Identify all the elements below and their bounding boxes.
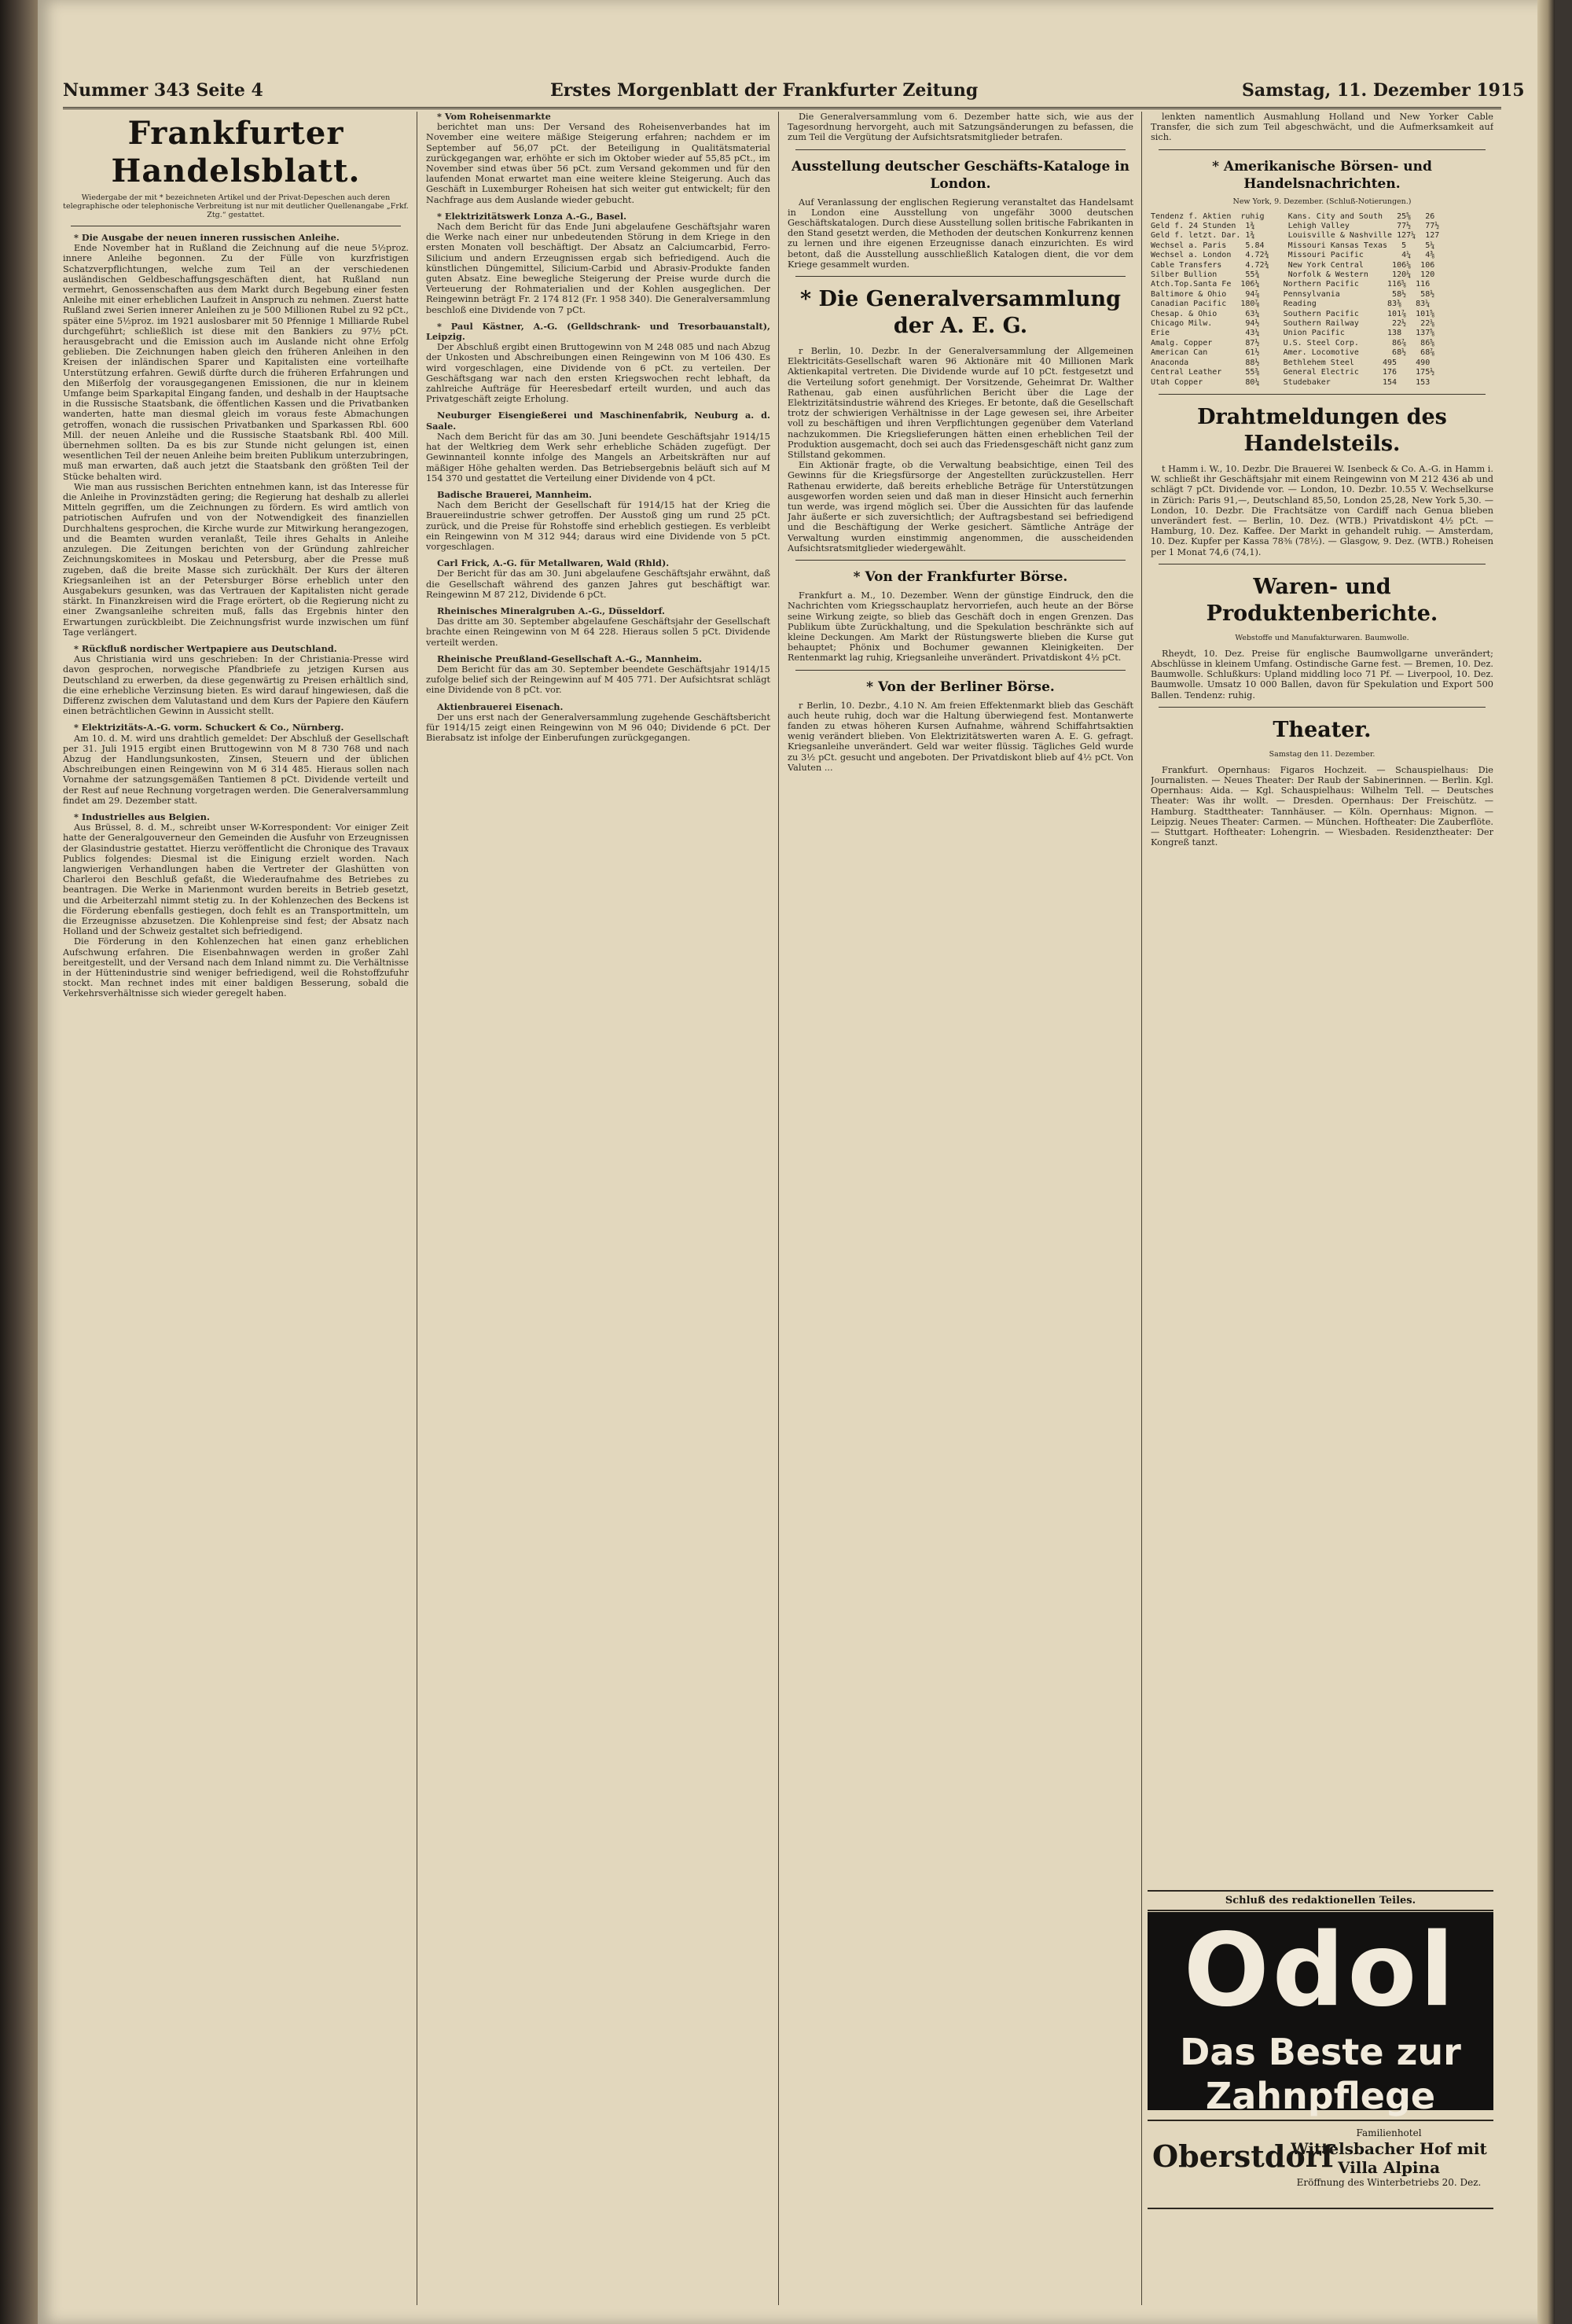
section-subheading: Webstoffe und Manufakturwaren. Baumwolle. xyxy=(1235,633,1409,642)
issue-page-number: Nummer 343 Seite 4 xyxy=(63,80,263,101)
divider xyxy=(795,560,1126,561)
section-heading: Waren- und Produktenberichte. xyxy=(1206,574,1438,626)
article-title: Rheinisches Mineralgruben A.-G., Düsseldorf. xyxy=(437,605,665,616)
masthead-title: Frankfurter Handelsblatt. xyxy=(111,115,361,189)
article-heading: * Von der Frankfurter Börse. xyxy=(853,569,1068,586)
divider xyxy=(1159,707,1486,708)
section-subheading: Samstag den 11. Dezember. xyxy=(1269,749,1376,759)
stock-table-row: Geld f. 24 Stunden 1¾ Lehigh Valley 77½ 77½ xyxy=(1151,222,1440,231)
article-title: Rheinische Preußland-Gesellschaft A.-G., Mannheim. xyxy=(437,653,703,664)
masthead-note: Wiedergabe der mit * bezeichneten Artikel und der Privat-Depeschen auch deren telegraphische oder telephonische Verbreitung ist nur mit deutlicher Quellenangabe „Frkf. Ztg.“ gestattet. xyxy=(63,193,409,219)
article-heading: * Die Generalversammlung der A. E. G. xyxy=(799,287,1122,339)
stock-table-row: Central Leather 55⅜ General Electric 176 175½ xyxy=(1151,368,1435,377)
article-body: Frankfurt. Opernhaus: Figaros Hochzeit. — Schauspielhaus: Die Journalisten. — Neues Theater: Der Raub der Sabinerinnen. — Berlin. Kgl. Opernhaus: Aida. — Kgl. Schauspielhaus: Wilhelm Tell. — Deutsches Theater: Was ihr wollt. — Dresden. Opernhaus: Der Freischütz. — Hamburg. Stadttheater: Tannhäuser. — Köln. Opernhaus: Mignon. — Leipzig. Neues Theater: Carmen. — München. Hoftheater: Die Zauberflöte. — Stuttgart. Hoftheater: Lohengrin. — Wiesbaden. Residenztheater: Der Kongreß tanzt. xyxy=(1151,764,1493,848)
divider xyxy=(1159,394,1486,395)
article-body: lenkten namentlich Ausmahlung Holland und New Yorker Cable Transfer, die sich zum Teil abgeschwächt, und die Aufmerksamkeit auf sich. xyxy=(1151,112,1493,143)
article-body: Wie man aus russischen Berichten entnehmen kann, ist das Interesse für die Anleihe in Provinzstädten gering; die Regierung hat deshalb zu allerlei Mitteln gegriffen, um die Zeichnungen zu fördern. Es wird amtlich von patriotischen Aufrufen und von der Notwendigkeit des finanziellen Durchhaltens gesprochen, die Kirche wurde zur Mitwirkung herangezogen, und die Beamten wurden veranlaßt, Teile ihres Gehalts in Anleihe anzulegen. Die Zeitungen berichten von der Gründung zahlreicher Zeichnungskomitees in Moskau und Petersburg, aber die Presse muß zugeben, daß die breite Masse sich zurückhält. Der Kurs der älteren Kriegsanleihen ist an der Petersburger Börse erheblich unter den Ausgabekurs gesunken, was das Vertrauen der Kapitalisten nicht gerade stärkt. In Finanzkreisen wird die Frage erörtert, ob die Regierung nicht zu einer Zwangsanleihe schreiten muß, falls das Ergebnis hinter den Erwartungen zurückbleibt. Die Zeichnungsfrist wurde inzwischen um fünf Tage verlängert. xyxy=(63,481,409,638)
stock-table xyxy=(1151,212,1493,388)
article-body: r Berlin, 10. Dezbr., 4.10 N. Am freien Effektenmarkt blieb das Geschäft auch heute ruhig, doch war die Haltung überwiegend fest. Montanwerte fanden zu etwas höheren Kursen Aufnahme, während Schiffahrtsaktien wenig verändert blieben. Von Elektrizitätswerten waren A. E. G. gefragt. Kriegsanleihe unverändert. Geld war weiter flüssig. Tägliches Geld wurde zu 3½ pCt. gesucht und angeboten. Der Privatdiskont blieb auf 4½ pCt. Von Valuten ... xyxy=(788,700,1133,773)
stock-table-row: Tendenz f. Aktien ruhig Kans. City and South 25⅝ 26 xyxy=(1151,211,1435,221)
stock-table-row: Amalg. Copper 87½ U.S. Steel Corp. 86⅞ 86⅝ xyxy=(1151,338,1435,347)
stock-table-row: Atch.Top.Santa Fe 106¼ Northern Pacific 116⅝ 116 xyxy=(1151,280,1431,289)
stock-table-row: Geld f. letzt. Dar. 1¾ Louisville & Nashville 127¼ 127 xyxy=(1151,231,1440,241)
stock-table-row: Baltimore & Ohio 94⅞ Pennsylvania 58½ 58½ xyxy=(1151,289,1435,299)
column-1 xyxy=(63,112,409,2305)
section-heading: Drahtmeldungen des Handelsteils. xyxy=(1197,404,1447,456)
editorial-end-notice: Schluß des redaktionellen Teiles. xyxy=(1148,1890,1493,1911)
article-body: Am 10. d. M. wird uns drahtlich gemeldet: Der Abschluß der Gesellschaft per 31. Juli 1915 ergibt einen Bruttogewinn von M 8 730 768 und nach Abzug der Handlungsunkosten, Zinsen, Steuern und der üblichen Abschreibungen einen Reingewinn von M 6 314 485. Hieraus sollen nach Vornahme der satzungsgemäßen Tantiemen 8 pCt. Dividende verteilt und der Rest auf neue Rechnung vorgetragen werden. Die Generalversammlung findet am 29. Dezember statt. xyxy=(63,733,409,806)
stock-table-row: Silber Bullion 55¾ Norfolk & Western 120¼ 120 xyxy=(1151,270,1435,280)
article-body: Auf Veranlassung der englischen Regierung veranstaltet das Handelsamt in London eine Ausstellung von ungefähr 3000 deutschen Geschäftskatalogen. Durch diese Ausstellung sollen britische Fabrikanten in den Stand gesetzt werden, die Methoden der deutschen Konkurrenz kennen zu lernen und ihre eigenen Erzeugnisse danach einzurichten. Es wird betont, daß die Ausstellung ausschließlich Katalogen dient, die vor dem Kriege gesammelt wurden. xyxy=(788,197,1133,270)
article-title: * Vom Roheisenmarkte xyxy=(437,112,551,122)
edition-title: Erstes Morgenblatt der Frankfurter Zeitung xyxy=(550,80,979,101)
stock-table-row: Wechsel a. Paris 5.84 Missouri Kansas Texas 5 5¼ xyxy=(1151,241,1435,250)
stock-table-row: Erie 43¼ Union Pacific 138 137⅝ xyxy=(1151,329,1435,338)
hotel-name: Wittelsbacher Hof mit Villa Alpina xyxy=(1291,2139,1487,2177)
column-3 xyxy=(788,112,1133,2305)
article-title: * Paul Kästner, A.-G. (Gelldschrank- und Tresorbauanstalt), Leipzig. xyxy=(426,320,770,343)
article-title: * Elektrizitäts-A.-G. vorm. Schuckert & Co., Nürnberg. xyxy=(74,722,344,734)
article-body: Nach dem Bericht für das Ende Juni abgelaufene Geschäftsjahr waren die Werke nach einer nur unbedeutenden Störung in dem Kriege in den ersten Monaten voll beschäftigt. Der Absatz an Calciumcarbid, Ferro-Silicium und andern Erzeugnissen ergab sich befriedigend. Auch die künstlichen Düngemittel, Silicium-Carbid und Abrasiv-Produkte fanden guten Absatz. Eine bewegliche Steigerung der Preise wurde durch die Verteuerung der Rohmaterialien und der Kohlen ausgeglichen. Der Reingewinn beträgt Fr. 2 174 812 (Fr. 1 958 340). Die Generalversammlung beschloß eine Dividende von 7 pCt. xyxy=(426,222,770,315)
article-body: Aus Christiania wird uns geschrieben: In der Christiania-Presse wird davon gesprochen, norwegische Pfandbriefe zu jetzigen Kursen aus Deutschland zu erwerben, da diese gegenwärtig zu Preisen erhältlich sind, die eine erhebliche Verzinsung bieten. Es wird darauf hingewiesen, daß die Differenz zwischen dem Valutastand und dem Kurs der Papiere den Käufern einen beträchtlichen Gewinn in Aussicht stellt. xyxy=(63,654,409,717)
column-2 xyxy=(426,112,770,2305)
article-body: Frankfurt a. M., 10. Dezember. Wenn der günstige Eindruck, den die Nachrichten vom Kriegsschauplatz hervorriefen, auch heute an der Börse seine Wirkung zeigte, so blieb das Geschäft doch in engen Grenzen. Das Publikum übte Zurückhaltung, und die Spekulation beschränkte sich auf kleine Deckungen. Am Markt der Rüstungswerte blieben die Kurse gut behauptet; Phönix und Bochumer gewannen Kleinigkeiten. Der Rentenmarkt lag ruhig, Kriegsanleihe unverändert. Privatdiskont 4½ pCt. xyxy=(788,590,1133,664)
article-body: Der Abschluß ergibt einen Bruttogewinn von M 248 085 und nach Abzug der Unkosten und Abschreibungen einen Reingewinn von M 106 430. Es wird vorgeschlagen, eine Dividende von 6 pCt. zu verteilen. Der Geschäftsgang war nach den ersten Kriegswochen recht lebhaft, da zahlreiche Aufträge für Heeresbedarf erteilt wurden, und auch das Privatgeschäft zeigte Erholung. xyxy=(426,342,770,405)
running-header xyxy=(63,75,1525,109)
odol-advertisement xyxy=(1148,1912,1493,2117)
article-body: Die Generalversammlung vom 6. Dezember hatte sich, wie aus der Tagesordnung hervorgeht, auch mit Satzungsänderungen zu befassen, die zum Teil die Vergütung der Aufsichtsratsmitglieder betrafen. xyxy=(788,112,1133,143)
article-body: Die Förderung in den Kohlenzechen hat einen ganz erheblichen Aufschwung erfahren. Die Eisenbahnwagen werden in großer Zahl bereitgestellt, und der Versand nach dem Inland nimmt zu. Die Verhältnisse in der Hüttenindustrie sind weniger befriedigend, weil die Rohstoffzufuhr stockt. Man rechnet indes mit einer baldigen Besserung, sobald die Verkehrsverhältnisse sich wieder geregelt haben. xyxy=(63,936,409,999)
article-title: Aktienbrauerei Eisenach. xyxy=(437,701,564,712)
divider xyxy=(795,276,1126,277)
stock-table-row: Canadian Pacific 180⅞ Reading 83⅜ 83¼ xyxy=(1151,300,1431,309)
article-body: r Berlin, 10. Dezbr. In der Generalversammlung der Allgemeinen Elektricitäts-Gesellschaft waren 96 Aktionäre mit 40 Millionen Mark Aktienkapital vertreten. Die Dividende wurde auf 10 pCt. festgesetzt und die Verteilung sofort genehmigt. Der Vorsitzende, Geheimrat Dr. Walther Rathenau, gab einen ausführlichen Bericht über die Lage der Elektrizitätsindustrie während des Krieges. Er betonte, daß die Gesellschaft trotz der schwierigen Verhältnisse in der Lage gewesen sei, ihre Arbeiter voll zu beschäftigen und ihren Verpflichtungen gegenüber dem Vaterland nachzukommen. Die Kriegslieferungen hätten einen erheblichen Teil der Produktion ausgemacht, doch sei auch das Friedensgeschäft nicht ganz zum Stillstand gekommen. xyxy=(788,346,1133,461)
stock-table-row: Chesap. & Ohio 63¼ Southern Pacific 101⅞ 101⅝ xyxy=(1151,309,1435,318)
article-body: Das dritte am 30. September abgelaufene Geschäftsjahr der Gesellschaft brachte einen Reingewinn von M 64 228. Hieraus sollen 5 pCt. Dividende verteilt werden. xyxy=(426,616,770,648)
stock-table-row: Cable Transfers 4.72¾ New York Central 106⅛ 106 xyxy=(1151,260,1435,270)
article-body: Aus Brüssel, 8. d. M., schreibt unser W-Korrespondent: Vor einiger Zeit hatte der Generalgouverneur den Gemeinden die Ausfuhr von Erzeugnissen der Glasindustrie gestattet. Hierzu veröffentlicht die Chronique des Travaux Publics folgendes: Diesmal ist die Einigung erzielt worden. Nach langwierigen Verhandlungen haben die Vertreter der Glashütten von Charleroi den Beschluß gefaßt, die Wiederaufnahme des Betriebes zu beantragen. Die Werke in Marienmont wurden bereits in Betrieb gesetzt, und die Arbeiterzahl nimmt stetig zu. In der Kohlenzechen des Beckens ist die Förderung ebenfalls gestiegen, doch fehlt es an Transportmitteln, um die Erzeugnisse abzusetzen. Die Kohlenpreise sind fest; der Absatz nach Holland und der Schweiz gestaltet sich befriedigend. xyxy=(63,822,409,937)
article-title: * Industrielles aus Belgien. xyxy=(74,811,210,822)
article-body: berichtet man uns: Der Versand des Roheisenverbandes hat im November eine weitere mäßige Steigerung erfahren; nachdem er im September auf 56,07 pCt. der Beteiligung in Qualitätsmaterial zurückgegangen war, erhöhte er sich im Oktober wieder auf 55,85 pCt., im November sind etwas über 56 pCt. zum Versand gekommen und für den laufenden Monat erwartet man eine weitere kleine Steigerung. Auch das Geschäft in Luxemburger Roheisen hat sich weiter gut entwickelt; für den Nachfrage aus dem Auslande wieder gebucht. xyxy=(426,122,770,205)
article-heading: * Von der Berliner Börse. xyxy=(866,678,1055,695)
article-title: Carl Frick, A.-G. für Metallwaren, Wald (Rhld). xyxy=(437,557,670,569)
article-body: Dem Bericht für das am 30. September beendete Geschäftsjahr 1914/15 zufolge belief sich der Reingewinn auf M 405 771. Der Aufsichtsrat schlägt eine Dividende von 8 pCt. vor. xyxy=(426,664,770,696)
page-edge-shadow xyxy=(1537,0,1555,2324)
hotel-details xyxy=(1286,2127,1492,2189)
hotel-note: Eröffnung des Winterbetriebs 20. Dez. xyxy=(1296,2177,1482,2188)
article-title: Badische Brauerei, Mannheim. xyxy=(437,488,592,500)
article-title: Neuburger Eisengießerei und Maschinenfabrik, Neuburg a. d. Saale. xyxy=(426,410,770,432)
article-body: Rheydt, 10. Dez. Preise für englische Baumwollgarne unverändert; Abschlüsse in kleinem Umfang. Ostindische Garne fest. — Bremen, 10. Dez. Baumwolle. Schlußkurs: Upland middling loco 71 Pf. — Liverpool, 10. Dez. Baumwolle. Umsatz 10 000 Ballen, davon für Spekulation und Export 500 Ballen. Tendenz: ruhig. xyxy=(1151,648,1493,701)
divider xyxy=(795,670,1126,671)
hotel-tag: Familienhotel xyxy=(1356,2127,1422,2138)
article-title: * Rückfluß nordischer Wertpapiere aus Deutschland. xyxy=(74,642,337,654)
stock-table-row: Anaconda 88½ Bethlehem Steel 495 490 xyxy=(1151,358,1431,367)
section-subheading: New York, 9. Dezember. (Schluß-Notierungen.) xyxy=(1232,197,1412,206)
divider xyxy=(1159,149,1486,150)
column-4 xyxy=(1151,112,1493,1885)
book-binding xyxy=(0,0,38,2324)
section-heading: * Amerikanische Börsen- und Handelsnachrichten. xyxy=(1212,158,1432,192)
column-rule xyxy=(778,112,779,2305)
stock-table-row: American Can 61½ Amer. Locomotive 68½ 68⅞ xyxy=(1151,348,1435,358)
issue-date: Samstag, 11. Dezember 1915 xyxy=(1242,80,1525,101)
ad-brand: Odol xyxy=(1183,1912,1458,2029)
article-title: * Die Ausgabe der neuen inneren russischen Anleihe. xyxy=(74,232,340,243)
article-body: Der uns erst nach der Generalversammlung zugehende Geschäftsbericht für 1914/15 zeigt einen Reingewinn von M 96 040; Dividende 6 pCt. Der Bierabsatz ist infolge der Einberufungen zurückgegangen. xyxy=(426,712,770,744)
article-body: Ein Aktionär fragte, ob die Verwaltung beabsichtige, einen Teil des Gewinns für die Kriegsfürsorge der Angestellten zurückzustellen. Herr Rathenau erwiderte, daß bereits erhebliche Beträge für Unterstützungen ausgeworfen worden seien und daß man in dieser Hinsicht auch fernerhin tun werde, was irgend möglich sei. Über die Aussichten für das laufende Jahr äußerte er sich zuversichtlich; der Auftragsbestand sei befriedigend und die Beschäftigung der Werke gesichert. Sämtliche Anträge der Verwaltung wurden einstimmig angenommen, die ausscheidenden Aufsichtsratsmitglieder wiedergewählt. xyxy=(788,460,1133,553)
article-body: t Hamm i. W., 10. Dezbr. Die Brauerei W. Isenbeck & Co. A.-G. in Hamm i. W. schließt ihr Geschäftsjahr mit einem Reingewinn von M 212 436 ab und schlägt 7 pCt. Dividende vor. — London, 10. Dezbr. 10.55 V. Wechselkurse in Zürich: Paris 91,—, Deutschland 85,50, London 25,28, New York 5,30. — London, 10. Dezbr. Die Frachtsätze von Cardiff nach Genua blieben unverändert fest. — Berlin, 10. Dez. (WTB.) Privatdiskont 4½ pCt. — Hamburg, 10. Dez. Kaffee. Der Markt in gehandelt ruhig. — Amsterdam, 10. Dez. Kupfer per Kassa 78⅜ (78½). — Glasgow, 9. Dez. (WTB.) Roheisen per 1 Monat 74,6 (74,1). xyxy=(1151,463,1493,557)
article-body: Nach dem Bericht für das am 30. Juni beendete Geschäftsjahr 1914/15 hat der Weltkrieg dem Werk sehr erhebliche Schäden zugefügt. Der Gewinnanteil konnte infolge des Mangels an Arbeitskräften nur auf mäßiger Höhe gehalten werden. Das Betriebsergebnis beläuft sich auf M 154 370 und gestattet die Verteilung einer Dividende von 4 pCt. xyxy=(426,431,770,484)
column-rule xyxy=(1141,112,1142,2305)
article-heading: Ausstellung deutscher Geschäfts-Kataloge in London. xyxy=(791,158,1129,192)
article-body: Nach dem Bericht der Gesellschaft für 1914/15 hat der Krieg die Brauereiindustrie schwer getroffen. Der Ausstoß ging um rund 25 pCt. zurück, und die Preise für Rohstoffe sind erheblich gestiegen. Es verbleibt ein Reingewinn von M 312 944; daraus wird eine Dividende von 5 pCt. vorgeschlagen. xyxy=(426,500,770,552)
stock-table-row: Wechsel a. London 4.72¾ Missouri Pacific 4¼ 4⅜ xyxy=(1151,251,1435,260)
hotel-location: Oberstdorf xyxy=(1152,2138,1335,2174)
ad-slogan: Das Beste zur Zahnpflege xyxy=(1180,2031,1461,2117)
stock-table-row: Chicago Milw. 94½ Southern Railway 22½ 22⅛ xyxy=(1151,319,1435,329)
article-body: Der Bericht für das am 30. Juni abgelaufene Geschäftsjahr erwähnt, daß die Gesellschaft während des ganzen Jahres gut beschäftigt war. Reingewinn M 87 212, Dividende 6 pCt. xyxy=(426,568,770,600)
hotel-advertisement xyxy=(1148,2120,1493,2209)
section-heading: Theater. xyxy=(1273,717,1372,742)
article-body: Ende November hat in Rußland die Zeichnung auf die neue 5½proz. innere Anleihe begonnen. Zu der Fülle von kurzfristigen Schatzverpflichtungen, welche zum Teil an der verschiedenen ausländischen Geldbeschaffungsgeschäften dient, hat Rußland nun vermehrt, Genossenschaften aus dem Markt durch Begebung einer festen Anleihe mit einer erheblichen Laufzeit in Anspruch zu nehmen. Zuerst hatte Rußland zwei Serien innerer Anleihen zu je 500 Millionen Rubel zu 92 pCt., später eine 5½proz. im 1921 auslosbarer mit 50 Pfennige 1 Milliarde Rubel durchgeführt; schließlich ist diese mit den Bankiers zu 97½ pCt. herausgebracht und die Emission auch im Auslande nicht ohne Erfolg geblieben. Die Zeichnungen haben gleich den früheren Anleihen in den Kreisen der inländischen Sparer und Kapitalisten eine vorteilhafte Unterstützung erfahren. Gewiß dürfte durch die früheren Erfahrungen und den Mißerfolg der vorausgegangenen Emissionen, die nur in kleinem Umfange beim Sparkapital Eingang fanden, und deshalb in der Hauptsache in die Russische Staatsbank, die öffentlichen Kassen und die Privatbanken wanderten, hatte man diesmal gleich im voraus feste Abmachungen getroffen, wonach die russischen Privatbanken und Sparkassen Rbl. 600 Mill. der neuen Anleihe und die Russische Staatsbank Rbl. 400 Mill. übernehmen sollten. Da es bis zur Stunde nicht gelungen ist, einen wesentlichen Teil der neuen Anleihe beim breiten Publikum unterzubringen, muß man erwarten, daß auch jetzt die Staatsbank den größten Teil der Stücke behalten wird. xyxy=(63,243,409,482)
divider xyxy=(795,149,1126,150)
stock-table-row: Utah Copper 80¼ Studebaker 154 153 xyxy=(1151,377,1431,387)
article-title: * Elektrizitätswerk Lonza A.-G., Basel. xyxy=(437,210,627,222)
